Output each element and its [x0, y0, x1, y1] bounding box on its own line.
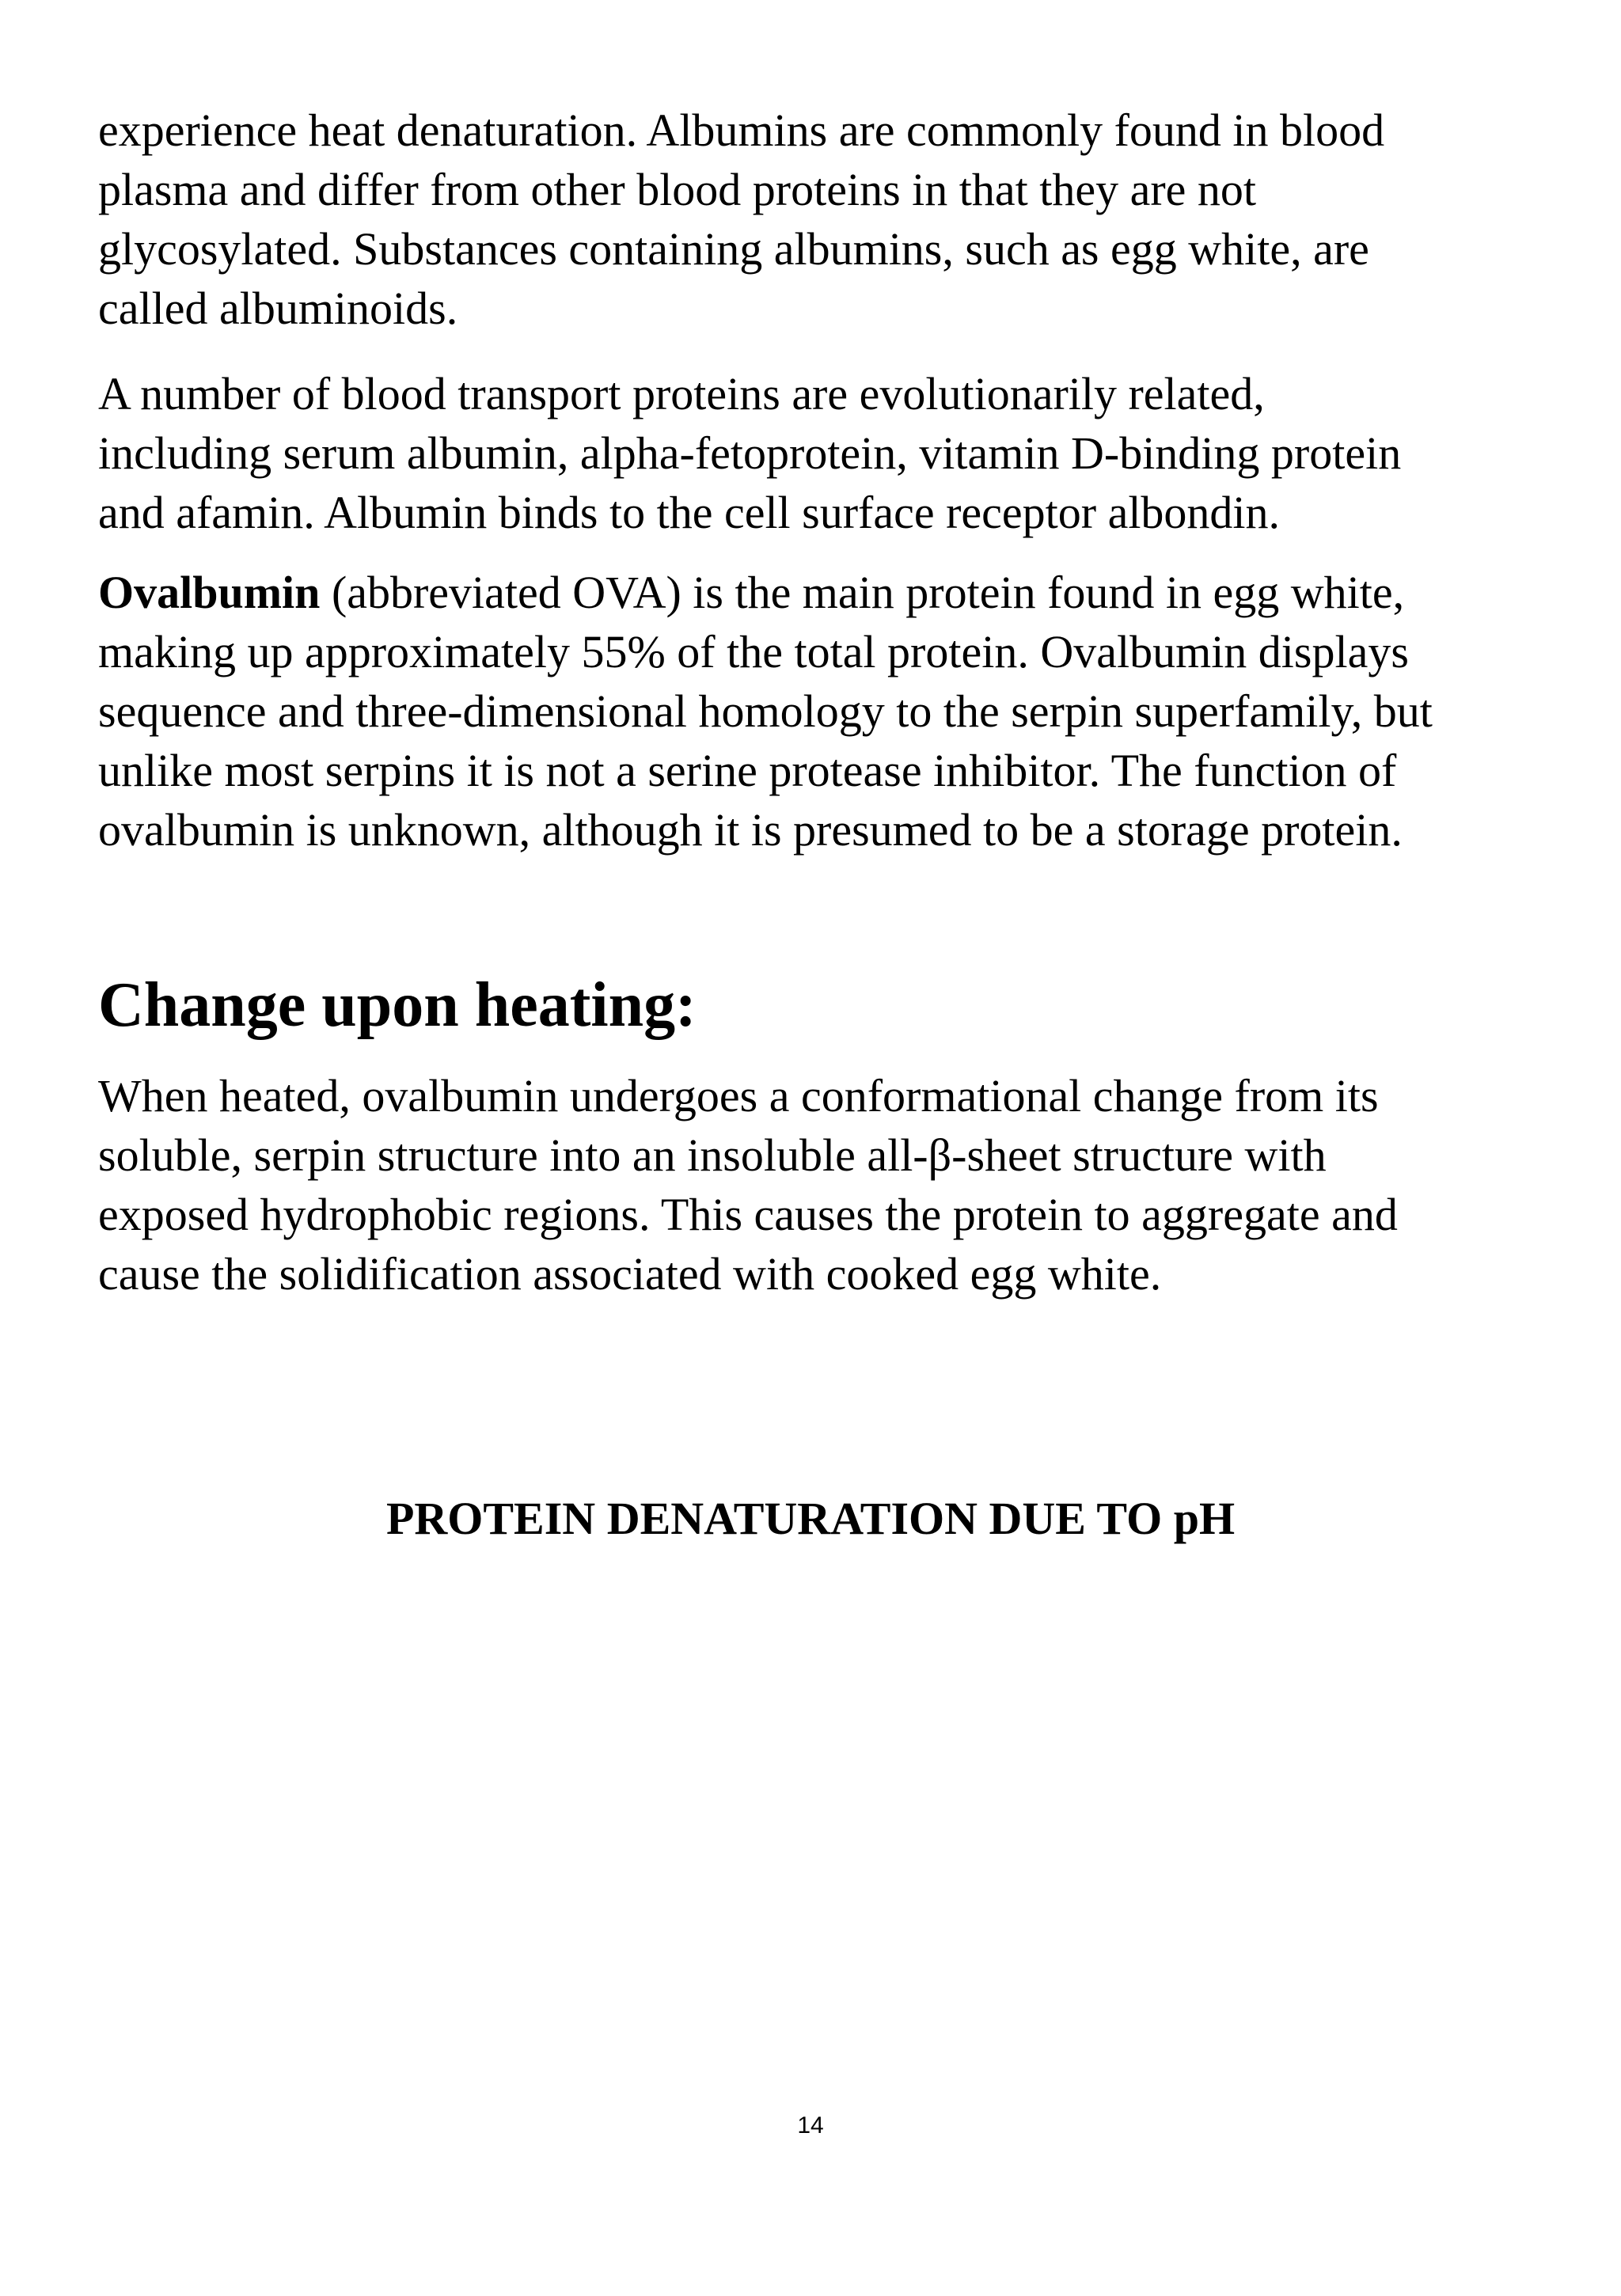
paragraph-transport-proteins	[98, 364, 1539, 542]
text-line: making up approximately 55% of the total protein. Ovalbumin displays	[98, 626, 1409, 677]
text-line: A number of blood transport proteins are evolutionarily related,	[98, 368, 1265, 419]
section-heading: Change upon heating:	[98, 970, 697, 1040]
text-fragment: (abbreviated OVA) is the main protein found in egg white,	[320, 567, 1405, 618]
text-line: glycosylated. Substances containing albumins, such as egg white, are	[98, 223, 1369, 275]
text-line: and afamin. Albumin binds to the cell surface receptor albondin.	[98, 487, 1281, 538]
text-line: exposed hydrophobic regions. This causes the protein to aggregate and	[98, 1189, 1398, 1240]
text-line: including serum albumin, alpha-fetoprotein, vitamin D-binding protein	[98, 427, 1402, 479]
paragraph-ovalbumin	[98, 563, 1539, 860]
text-line	[98, 563, 1539, 622]
text-line: experience heat denaturation. Albumins are commonly found in blood	[98, 104, 1385, 156]
text-line: ovalbumin is unknown, although it is presumed to be a storage protein.	[98, 804, 1403, 856]
text-line: plasma and differ from other blood proteins in that they are not	[98, 164, 1257, 215]
page-number: 14	[797, 2112, 824, 2139]
text-line: When heated, ovalbumin undergoes a conformational change from its	[98, 1070, 1379, 1121]
text-line: soluble, serpin structure into an insoluble all-β-sheet structure with	[98, 1129, 1327, 1181]
text-line: unlike most serpins it is not a serine protease inhibitor. The function of	[98, 745, 1397, 796]
bold-term-ovalbumin: Ovalbumin	[98, 567, 321, 618]
text-line: called albuminoids.	[98, 283, 458, 334]
paragraph-albumins	[98, 101, 1539, 338]
text-line: cause the solidification associated with cooked egg white.	[98, 1248, 1162, 1300]
text-line: sequence and three-dimensional homology to the serpin superfamily, but	[98, 685, 1433, 737]
section-caption: PROTEIN DENATURATION DUE TO pH	[385, 1493, 1236, 1544]
paragraph-heating	[98, 1066, 1539, 1304]
